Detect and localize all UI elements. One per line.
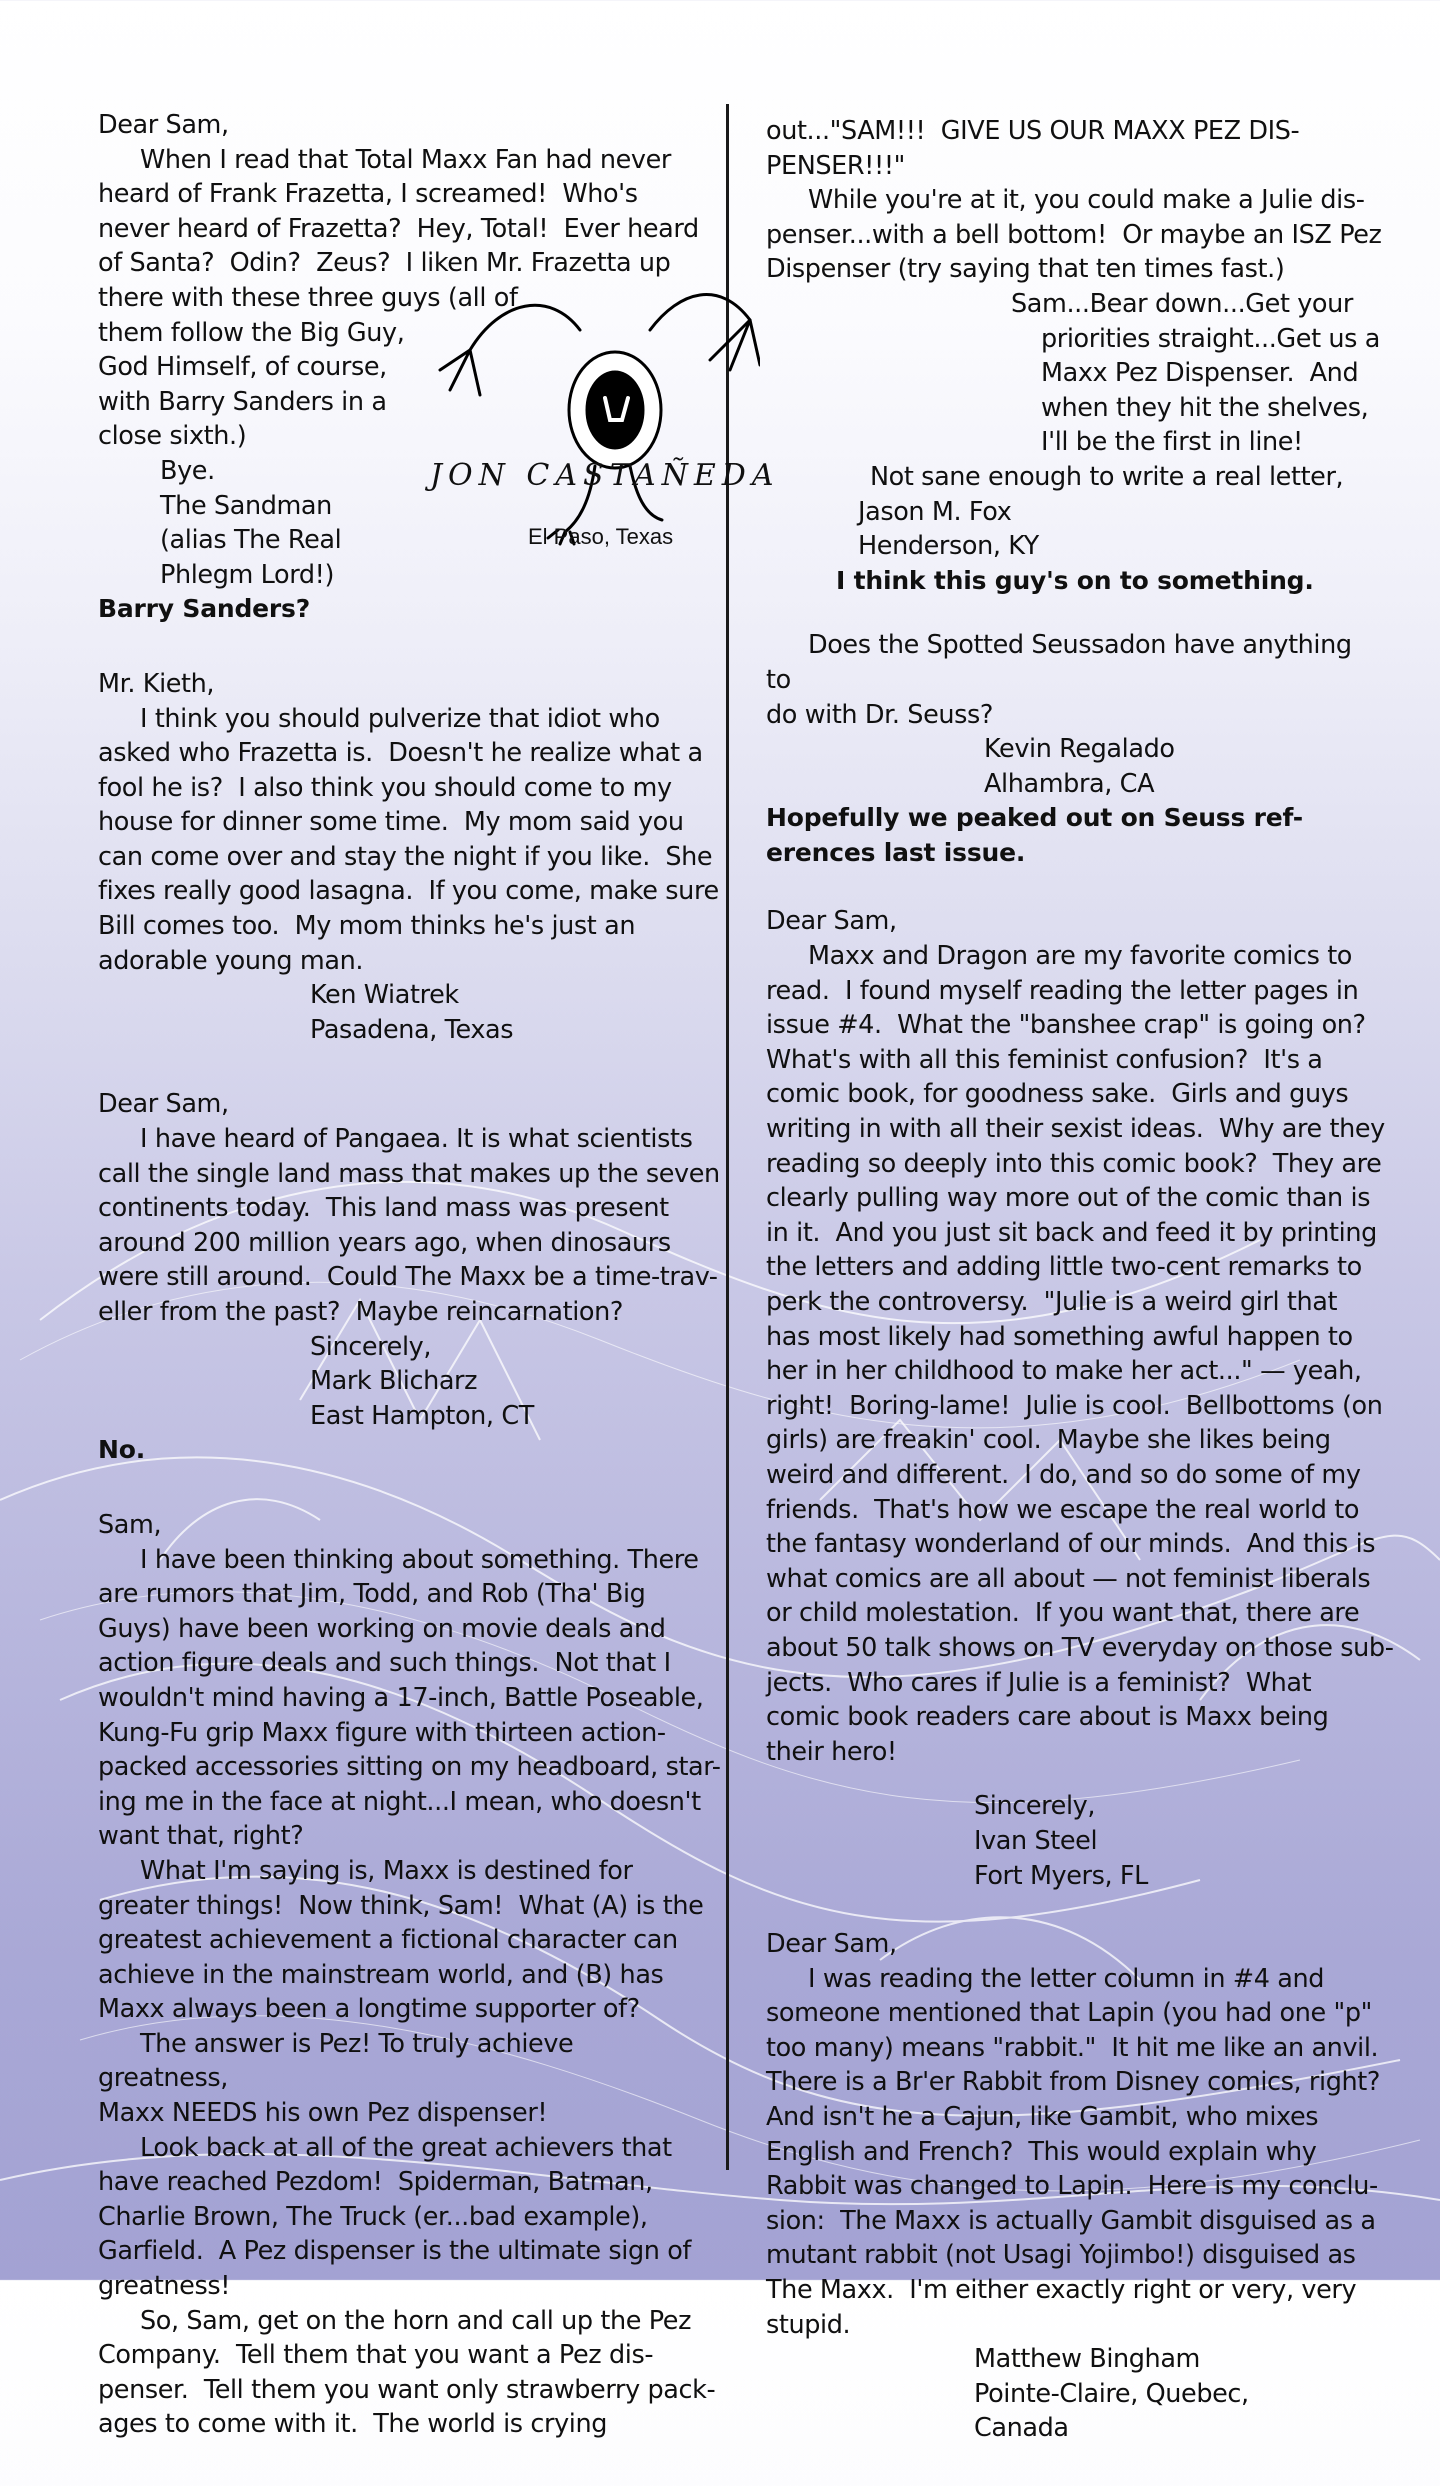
artist-location: El Paso, Texas xyxy=(528,524,674,549)
signature-line: Sincerely, xyxy=(974,1791,1096,1822)
letter-line: house for dinner some time. My mom said you xyxy=(98,807,684,838)
letter-line: about 50 talk shows on TV everyday on those sub- xyxy=(766,1632,1394,1663)
signature-line: Ivan Steel xyxy=(974,1825,1098,1856)
letter-line: what comics are all about — not feminist liberals xyxy=(766,1563,1371,1594)
letter-line: issue #4. What the "banshee crap" is going on? xyxy=(766,1010,1366,1041)
letter-line: of Santa? Odin? Zeus? I liken Mr. Frazetta up xyxy=(98,248,671,279)
letter-line: clearly pulling way more out of the comic than is xyxy=(766,1183,1371,1214)
letter-line: comic book, for goodness sake. Girls and guys xyxy=(766,1079,1349,1110)
signature-line: Pasadena, Texas xyxy=(310,1014,514,1045)
right-column xyxy=(766,114,1394,2486)
letter-line: adorable young man. xyxy=(98,945,364,976)
signature-line: Jason M. Fox xyxy=(858,496,1012,527)
letter-line: greatness! xyxy=(98,2271,231,2302)
letter-line: Does the Spotted Seussadon have anything to xyxy=(766,630,1352,695)
letter-line: stupid. xyxy=(766,2309,851,2340)
letter-ivan-steel xyxy=(766,904,1394,1893)
signature-line: Ken Wiatrek xyxy=(310,980,459,1011)
letter-line: eller from the past? Maybe reincarnation? xyxy=(98,1297,623,1327)
letter-line: Bill comes too. My mom thinks he's just an xyxy=(98,911,636,942)
letter-line: there with these three guys (all of xyxy=(98,282,518,313)
salutation: Dear Sam, xyxy=(98,1089,229,1120)
letter-line: continents today. This land mass was present xyxy=(98,1193,669,1224)
letter-line: heard of Frank Frazetta, I screamed! Who's xyxy=(98,179,638,210)
letter-line: with Barry Sanders in a xyxy=(98,386,387,417)
letter-line: perk the controversy. "Julie is a weird girl that xyxy=(766,1287,1338,1317)
letter-line: I'll be the first in line! xyxy=(1041,427,1303,458)
letter-line: have reached Pezdom! Spiderman, Batman, xyxy=(98,2167,653,2198)
letter-line: asked who Frazetta is. Doesn't he realize what a xyxy=(98,738,703,769)
artist-signature: JON CASTAÑEDA xyxy=(430,458,780,493)
editor-reply: erences last issue. xyxy=(766,837,1026,867)
letter-line: read. I found myself reading the letter pages in xyxy=(766,975,1359,1006)
letter-line: Look back at all of the great achievers that xyxy=(140,2132,672,2163)
letter-line: never heard of Frazetta? Hey, Total! Ever heard xyxy=(98,213,699,244)
letter-line: English and French? This would explain why xyxy=(766,2136,1317,2167)
letter-line: the letters and adding little two-cent remarks to xyxy=(766,1252,1362,1283)
letter-line: Rabbit was changed to Lapin. Here is my conclu- xyxy=(766,2171,1378,2202)
letter-sandman xyxy=(98,108,710,627)
letter-line: greatest achievement a fictional character can xyxy=(98,1925,678,1956)
letter-line: penser...with a bell bottom! Or maybe an ISZ Pez xyxy=(766,219,1382,250)
letter-line: Garfield. A Pez dispenser is the ultimate sign of xyxy=(98,2236,691,2267)
signature-line: Phlegm Lord!) xyxy=(160,559,334,590)
letter-line: I was reading the letter column in #4 and xyxy=(808,1963,1325,1994)
letter-line: are rumors that Jim, Todd, and Rob (Tha' Big xyxy=(98,1579,646,1610)
letter-line: call the single land mass that makes up the seven xyxy=(98,1158,720,1189)
letter-line: around 200 million years ago, when dinosaurs xyxy=(98,1227,671,1258)
letter-pez xyxy=(98,1508,721,2442)
letter-line: fool he is? I also think you should come to my xyxy=(98,772,672,803)
letter-line: God Himself, of course, xyxy=(98,352,387,383)
signature-line: Alhambra, CA xyxy=(984,768,1155,799)
letter-kevin-regalado xyxy=(766,628,1366,870)
editor-reply: I think this guy's on to something. xyxy=(836,565,1314,595)
letter-line: someone mentioned that Lapin (you had one "p" xyxy=(766,1998,1372,2029)
letter-line: do with Dr. Seuss? xyxy=(766,699,994,730)
letter-line: comic book readers care about is Maxx being xyxy=(766,1702,1329,1733)
salutation: Dear Sam, xyxy=(98,110,229,140)
letter-line: in it. And you just sit back and feed it by printing xyxy=(766,1217,1377,1248)
letter-line: I have been thinking about something. There xyxy=(140,1544,699,1575)
letter-line: reading so deeply into this comic book? They are xyxy=(766,1148,1382,1179)
letter-line: action figure deals and such things. Not that I xyxy=(98,1648,671,1679)
letter-line: close sixth.) xyxy=(98,421,247,452)
letter-line: has most likely had something awful happen to xyxy=(766,1321,1353,1352)
letter-line: Dispenser (try saying that ten times fast.) xyxy=(766,254,1285,285)
letter-line: I think you should pulverize that idiot who xyxy=(140,703,660,734)
letter-line: want that, right? xyxy=(98,1821,304,1852)
letter-ken-wiatrek xyxy=(98,667,719,1048)
letter-line: ages to come with it. The world is crying xyxy=(98,2409,608,2440)
signature-line: The Sandman xyxy=(160,490,332,521)
signature-line: (alias The Real xyxy=(160,525,342,556)
letter-line: What I'm saying is, Maxx is destined for xyxy=(140,1855,633,1886)
salutation: Mr. Kieth, xyxy=(98,668,215,699)
letter-line: Guys) have been working on movie deals and xyxy=(98,1613,666,1644)
letter-line: her in her childhood to make her act..." — yeah, xyxy=(766,1356,1362,1387)
letter-matthew-bingham xyxy=(766,1927,1380,2446)
editor-reply: No. xyxy=(98,1435,145,1465)
letter-line: out..."SAM!!! GIVE US OUR MAXX PEZ DIS- xyxy=(766,116,1300,146)
letter-line: Sam...Bear down...Get your xyxy=(1011,288,1353,319)
letter-line: ing me in the face at night...I mean, who doesn't xyxy=(98,1786,701,1817)
letter-line: So, Sam, get on the horn and call up the Pez xyxy=(140,2305,692,2336)
signature-line: Pointe-Claire, Quebec, xyxy=(974,2378,1249,2409)
letter-line: When I read that Total Maxx Fan had never xyxy=(140,144,671,175)
letter-line: PENSER!!!" xyxy=(766,150,905,181)
letter-line: sion: The Maxx is actually Gambit disguised as a xyxy=(766,2205,1376,2236)
signature-line: Fort Myers, FL xyxy=(974,1860,1148,1891)
letter-line: packed accessories sitting on my headboard, star- xyxy=(98,1752,721,1783)
left-column xyxy=(98,108,721,2482)
letter-line: greater things! Now think, Sam! What (A) is the xyxy=(98,1890,704,1921)
letter-line: fixes really good lasagna. If you come, make sure xyxy=(98,876,719,907)
letter-line: Maxx always been a longtime supporter of? xyxy=(98,1994,640,2025)
signature-line: Kevin Regalado xyxy=(984,734,1175,765)
signature-line: Canada xyxy=(974,2413,1069,2444)
letter-line: the fantasy wonderland of our minds. And this is xyxy=(766,1529,1376,1560)
letter-line: There is a Br'er Rabbit from Disney comics, right? xyxy=(766,2067,1380,2098)
letter-line: The answer is Pez! To truly achieve greatness, xyxy=(98,2028,574,2094)
letter-line: can come over and stay the night if you like. She xyxy=(98,841,713,872)
signature-line: East Hampton, CT xyxy=(310,1400,534,1431)
letter-line: Maxx and Dragon are my favorite comics to xyxy=(808,941,1352,972)
letter-line: I have heard of Pangaea. It is what scientists xyxy=(140,1124,693,1155)
signature-line: Mark Blicharz xyxy=(310,1366,478,1397)
letter-line: when they hit the shelves, xyxy=(1041,392,1369,423)
letter-line: Not sane enough to write a real letter, xyxy=(870,461,1344,492)
salutation: Sam, xyxy=(98,1509,162,1540)
signature-line: Matthew Bingham xyxy=(974,2344,1200,2375)
letter-line: Charlie Brown, The Truck (er...bad example), xyxy=(98,2201,648,2232)
letter-line: Maxx NEEDS his own Pez dispenser! xyxy=(98,2098,548,2129)
letter-line: Maxx Pez Dispenser. And xyxy=(1041,358,1359,389)
letter-line: What's with all this feminist confusion? It's a xyxy=(766,1044,1323,1075)
letter-line: Company. Tell them that you want a Pez dis- xyxy=(98,2340,654,2371)
letter-line: wouldn't mind having a 17-inch, Battle Poseable, xyxy=(98,1682,704,1713)
letter-line: too many) means "rabbit." It hit me like an anvil. xyxy=(766,2032,1379,2063)
letter-line: The Maxx. I'm either exactly right or very, very xyxy=(766,2275,1357,2306)
letter-line: writing in with all their sexist ideas. Why are they xyxy=(766,1114,1385,1145)
signature-line: Sincerely, xyxy=(310,1331,432,1362)
salutation: Dear Sam, xyxy=(766,906,897,937)
letter-line: or child molestation. If you want that, there are xyxy=(766,1598,1360,1629)
letter-line: And isn't he a Cajun, like Gambit, who mixes xyxy=(766,2102,1319,2133)
letter-line: jects. Who cares if Julie is a feminist? What xyxy=(766,1667,1312,1698)
letter-line: mutant rabbit (not Usagi Yojimbo!) disguised as xyxy=(766,2240,1356,2271)
letter-mark-blicharz xyxy=(98,1087,720,1468)
letter-line: Kung-Fu grip Maxx figure with thirteen action- xyxy=(98,1717,666,1748)
letter-line: priorities straight...Get us a xyxy=(1041,323,1380,354)
letter-line: girls) are freakin' cool. Maybe she likes being xyxy=(766,1425,1331,1456)
letter-line: their hero! xyxy=(766,1736,897,1767)
letter-jason-fox-continued xyxy=(766,114,1382,598)
letter-line: penser. Tell them you want only strawberry pack- xyxy=(98,2374,716,2405)
salutation: Dear Sam, xyxy=(766,1929,897,1960)
letter-line: While you're at it, you could make a Julie dis- xyxy=(808,185,1365,216)
letter-line: them follow the Big Guy, xyxy=(98,317,405,348)
letter-line: achieve in the mainstream world, and (B) has xyxy=(98,1959,664,1990)
signature-line: Henderson, KY xyxy=(858,531,1039,562)
editor-reply: Hopefully we peaked out on Seuss ref- xyxy=(766,803,1303,833)
letter-line: were still around. Could The Maxx be a time-trav- xyxy=(98,1262,718,1293)
signature-line: Bye. xyxy=(160,455,215,486)
letter-line: friends. That's how we escape the real world to xyxy=(766,1494,1360,1525)
letter-line: right! Boring-lame! Julie is cool. Bellbottoms (on xyxy=(766,1390,1383,1421)
letter-line: weird and different. I do, and so do some of my xyxy=(766,1459,1361,1490)
editor-reply: Barry Sanders? xyxy=(98,594,311,624)
